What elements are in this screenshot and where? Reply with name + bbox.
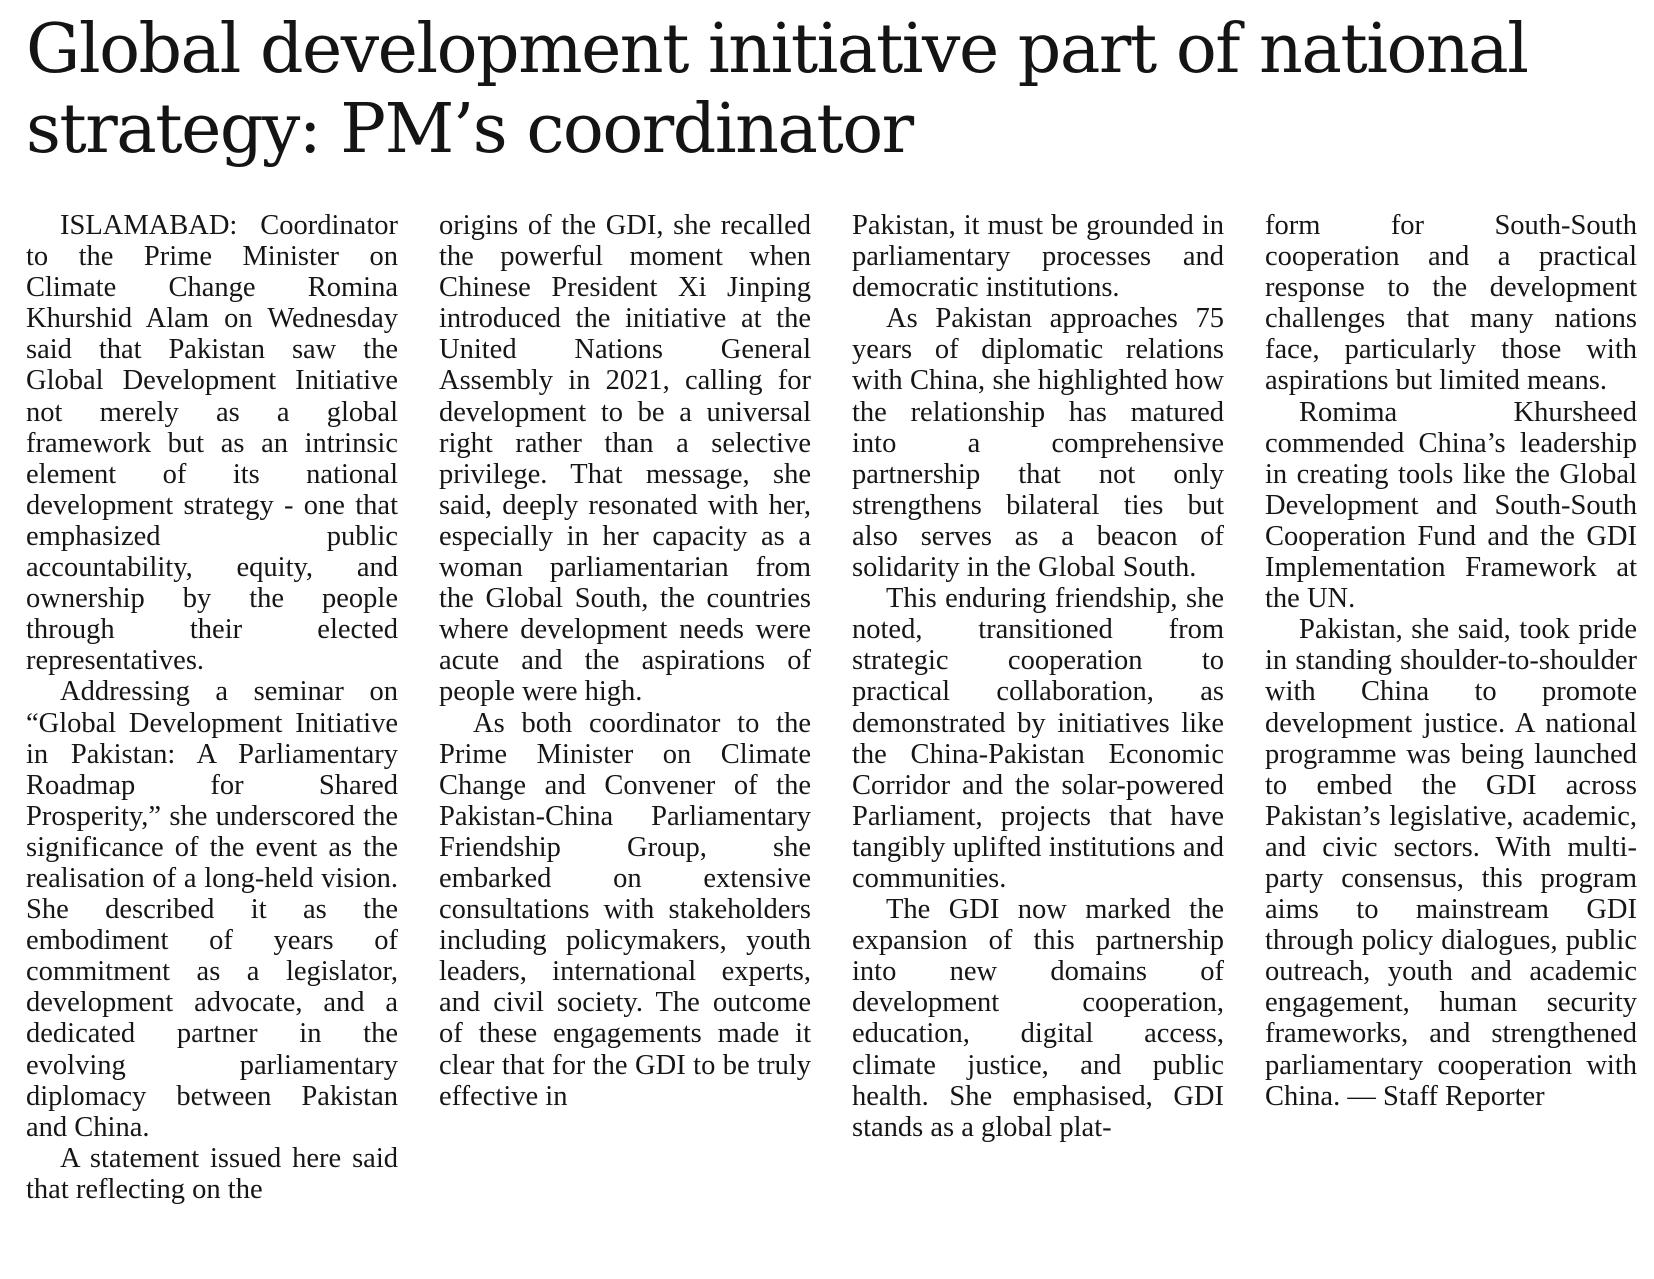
- article-column-4: [1265, 210, 1637, 1270]
- headline: Global development initiative part of national strategy: PM’s coordinator: [26, 10, 1528, 169]
- paragraph: origins of the GDI, she recalled the powerful moment when Chinese President Xi Jinping introduced the initiative at the United Nations General Assembly in 2021, calling for development to be a universal right rather than a selective privilege. That message, she said, deeply resonated with her, especially in her capacity as a woman parliamentarian from the Global South, the countries where development needs were acute and the aspirations of people were high.: [439, 210, 811, 708]
- paragraph: ISLAMABAD: Coordinator to the Prime Minister on Climate Change Romina Khurshid Alam on Wednesday said that Pakistan saw the Global Development Initiative not merely as a global framework but as an intrinsic element of its national development strategy - one that emphasized public accountability, equity, and ownership by the people through their elected representatives.: [26, 210, 398, 677]
- paragraph: A statement issued here said that reflecting on the: [26, 1142, 398, 1205]
- paragraph: form for South-South cooperation and a practical response to the development challenges that many nations face, particularly those with aspirations but limited means.: [1265, 210, 1637, 397]
- paragraph: Pakistan, she said, took pride in standing shoulder-to-shoulder with China to promote development justice. A national programme was being launched to embed the GDI across Pakistan’s legislative, academic, and civic sectors. With multi-party consensus, this program aims to mainstream GDI through policy dialogues, public outreach, youth and academic engagement, human security frameworks, and strengthened parliamentary cooperation with China. — Staff Reporter: [1265, 614, 1637, 1112]
- paragraph: The GDI now marked the expansion of this partnership into new domains of development cooperation, education, digital access, climate justice, and public health. She emphasised, GDI stands as a global plat-: [852, 894, 1224, 1143]
- paragraph: As Pakistan approaches 75 years of diplomatic relations with China, she highlighted how the relationship has matured into a comprehensive partnership that not only strengthens bilateral ties but also serves as a beacon of solidarity in the Global South.: [852, 303, 1224, 584]
- paragraph: Addressing a seminar on “Global Development Initiative in Pakistan: A Parliamentary Roadmap for Shared Prosperity,” she underscored the significance of the event as the realisation of a long-held vision. She described it as the embodiment of years of commitment as a legislator, development advocate, and a dedicated partner in the evolving parliamentary diplomacy between Pakistan and China.: [26, 676, 398, 1143]
- paragraph: This enduring friendship, she noted, transitioned from strategic cooperation to practical collaboration, as demonstrated by initiatives like the China-Pakistan Economic Corridor and the solar-powered Parliament, projects that have tangibly uplifted institutions and communities.: [852, 583, 1224, 894]
- article-column-3: [852, 210, 1224, 1270]
- article-body: [26, 210, 1640, 1270]
- article-column-1: [26, 210, 398, 1270]
- article-column-2: [439, 210, 811, 1270]
- paragraph: Pakistan, it must be grounded in parliamentary processes and democratic institutions.: [852, 210, 1224, 304]
- paragraph: As both coordinator to the Prime Minister on Climate Change and Convener of the Pakistan-China Parliamentary Friendship Group, she embarked on extensive consultations with stakeholders including policymakers, youth leaders, international experts, and civil society. The outcome of these engagements made it clear that for the GDI to be truly effective in: [439, 707, 811, 1112]
- paragraph: Romima Khursheed commended China’s leadership in creating tools like the Global Development and South-South Cooperation Fund and the GDI Implementation Framework at the UN.: [1265, 396, 1637, 615]
